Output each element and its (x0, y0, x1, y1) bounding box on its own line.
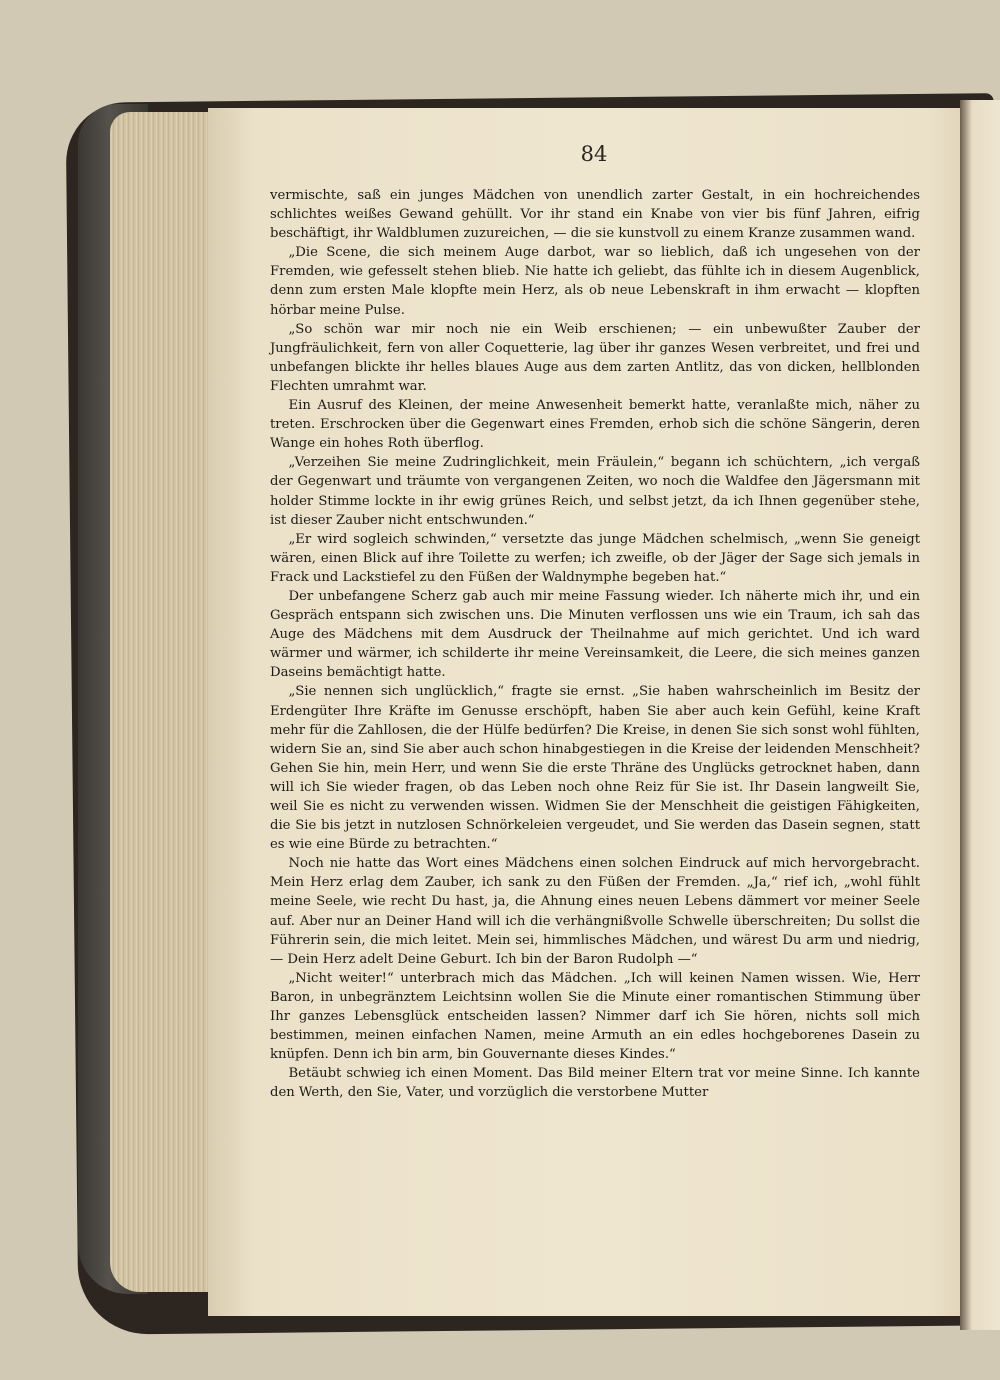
page-number: 84 (580, 142, 608, 166)
paragraph: Der unbefangene Scherz gab auch mir meine Fassung wieder. Ich näherte mich ihr, und ein Gespräch entspann sich zwischen uns. Die Minuten verflossen uns wie ein Traum, ich sah das Auge des Mädchens mit dem Ausdruck der Theilnahme auf mich gerichtet. Und ich ward wärmer und wärmer, ich schilderte ihr meine Vereinsamkeit, die Leere, die sich meines ganzen Daseins bemächtigt hatte. (270, 588, 920, 681)
paragraph: Noch nie hatte das Wort eines Mädchens einen solchen Eindruck auf mich hervorgebracht. Mein Herz erlag dem Zauber, ich sank zu den Füßen der Fremden. „Ja,“ rief ich, „wohl fühlt meine Seele, wie recht Du hast, ja, die Ahnung eines neuen Lebens dämmert vor meiner Seele auf. Aber nur an Deiner Hand will ich die verhängnißvolle Schwelle überschreiten; Du sollst die Führerin sein, die mich leitet. Mein sei, himmlisches Mädchen, und wärest Du arm und niedrig, — Dein Herz adelt Deine Geburt. Ich bin der Baron Rudolph —“ (270, 856, 920, 967)
paragraph: „Er wird sogleich schwinden,“ versetzte das junge Mädchen schelmisch, „wenn Sie geneigt wären, einen Blick auf ihre Toilette zu werfen; ich zweifle, ob der Jäger der Sage sich jemals in Frack und Lackstiefel zu den Füßen der Waldnymphe begeben hat.“ (270, 531, 920, 585)
paragraph: „Die Scene, die sich meinem Auge darbot, war so lieblich, daß ich ungesehen von der Fremden, wie gefesselt stehen blieb. Nie hatte ich geliebt, das fühlte ich in diesem Augenblick, denn zum ersten Male klopfte mein Herz, als ob neue Lebenskraft in ihm erwacht — klopften hörbar meine Pulse. (270, 245, 920, 318)
paragraph: Betäubt schwieg ich einen Moment. Das Bild meiner Eltern trat vor meine Sinne. Ich kannte den Werth, den Sie, Vater, und vorzüglich die verstorbene Mutter (270, 1066, 920, 1101)
paragraph: „So schön war mir noch nie ein Weib erschienen; — ein unbewußter Zauber der Jungfräulichkeit, fern von aller Coquetterie, lag über ihr ganzes Wesen verbreitet, und frei und unbefangen blickte ihr helles blaues Auge aus dem zarten Antlitz, das von dicken, hellblonden Flechten umrahmt war. (270, 321, 920, 394)
facing-page-edge (960, 100, 1000, 1330)
paragraph: „Verzeihen Sie meine Zudringlichkeit, mein Fräulein,“ begann ich schüchtern, „ich vergaß der Gegenwart und träumte von vergangenen Zeiten, wo noch die Waldfee den Jägersmann mit holder Stimme lockte in ihr ewig grünes Reich, und selbst jetzt, da ich Ihnen gegenüber stehe, ist dieser Zauber nicht entschwunden.“ (270, 455, 920, 528)
page-edges (110, 112, 222, 1292)
page-body (270, 186, 920, 1103)
paragraph: „Nicht weiter!“ unterbrach mich das Mädchen. „Ich will keinen Namen wissen. Wie, Herr Baron, in unbegränztem Leichtsinn wollen Sie die Minute einer romantischen Stimmung über Ihr ganzes Lebensglück entscheiden lassen? Nimmer darf ich Sie hören, nichts soll mich bestimmen, meinen einfachen Namen, meine Armuth an ein edles hochgeborenes Dasein zu knüpfen. Denn ich bin arm, bin Gouvernante dieses Kindes.“ (270, 970, 920, 1063)
paragraph: Ein Ausruf des Kleinen, der meine Anwesenheit bemerkt hatte, veranlaßte mich, näher zu treten. Erschrocken über die Gegenwart eines Fremden, erhob sich die schöne Sängerin, deren Wange ein hohes Roth überflog. (270, 398, 920, 452)
paragraph: „Sie nennen sich unglücklich,“ fragte sie ernst. „Sie haben wahrscheinlich im Besitz der Erdengüter Ihre Kräfte im Genusse erschöpft, haben Sie aber auch kein Gefühl, keine Kraft mehr für die Zahllosen, die der Hülfe bedürfen? Die Kreise, in denen Sie sich sonst wohl fühlten, widern Sie an, sind Sie aber auch schon hinabgestiegen in die Kreise der leidenden Menschheit? Gehen Sie hin, mein Herr, und wenn Sie die erste Thräne des Unglücks getrocknet haben, dann will ich Sie wieder fragen, ob das Leben noch ohne Reiz für Sie ist. Ihr Dasein langweilt Sie, weil Sie es nicht zu verwenden wissen. Widmen Sie der Menschheit die geistigen Fähigkeiten, die Sie bis jetzt in nutzlosen Schnörkeleien vergeudet, und Sie werden das Dasein segnen, statt es wie eine Bürde zu betrachten.“ (270, 684, 920, 853)
paragraph: vermischte, saß ein junges Mädchen von unendlich zarter Gestalt, in ein hochreichendes schlichtes weißes Gewand gehüllt. Vor ihr stand ein Knabe von vier bis fünf Jahren, eifrig beschäftigt, ihr Waldblumen zuzureichen, — die sie kunstvoll zu einem Kranze zusammen wand. (270, 188, 920, 242)
